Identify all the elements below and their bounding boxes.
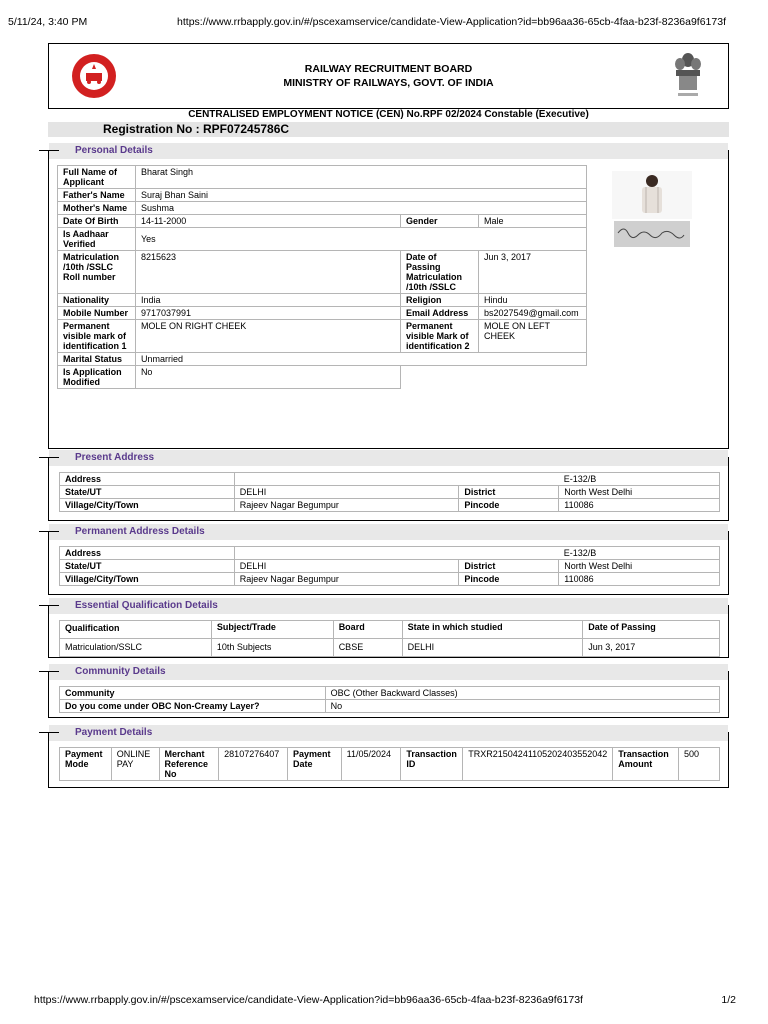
field-value: 9717037991 (135, 307, 400, 320)
page-number: 1/2 (721, 994, 736, 1006)
table-row (58, 189, 587, 202)
section-header (49, 524, 728, 540)
qualification-section (48, 600, 729, 658)
section-header (49, 143, 728, 159)
field-label: Address (60, 473, 235, 486)
print-url-footer: https://www.rrbapply.gov.in/#/pscexamservice/candidate-View-Application?id=bb96aa36-65cb-4faa-b23f-8236a9f6173f (34, 994, 583, 1006)
field-label: Village/City/Town (60, 499, 235, 512)
field-label: Full Name of Applicant (58, 166, 136, 189)
table-row (58, 166, 587, 189)
community-section (48, 666, 729, 718)
payment-table (59, 747, 720, 781)
table-row (58, 294, 587, 307)
field-label: Do you come under OBC Non-Creamy Layer? (60, 700, 326, 713)
table-row (60, 687, 720, 700)
field-label: Transaction Amount (613, 748, 679, 781)
personal-details-section (48, 145, 729, 449)
field-value: Male (478, 215, 586, 228)
field-value: TRXR21504241105202403552042 (463, 748, 613, 781)
board-header (48, 43, 729, 109)
table-row (58, 307, 587, 320)
print-header (8, 16, 726, 28)
field-label: Date Of Birth (58, 215, 136, 228)
field-label: Community (60, 687, 326, 700)
field-value: DELHI (234, 486, 459, 499)
table-row (60, 560, 720, 573)
field-label: Pincode (459, 499, 559, 512)
field-label: Pincode (459, 573, 559, 586)
field-label: Is Aadhaar Verified (58, 228, 136, 251)
column-header: State in which studied (402, 621, 583, 639)
present-address-section (48, 452, 729, 521)
column-header: Qualification (60, 621, 212, 639)
print-url: https://www.rrbapply.gov.in/#/pscexamservice/candidate-View-Application?id=bb96aa36-65cb-4faa-b23f-8236a9f6173f (177, 16, 726, 28)
table-row (58, 320, 587, 353)
field-label: Permanent visible mark of identification 1 (58, 320, 136, 353)
section-header (49, 598, 728, 614)
table-row (60, 748, 720, 781)
field-label: Merchant Reference No (159, 748, 219, 781)
board-title-line1: RAILWAY RECRUITMENT BOARD (304, 63, 473, 75)
field-label: Payment Mode (60, 748, 112, 781)
employment-notice: CENTRALISED EMPLOYMENT NOTICE (CEN) No.RPF 02/2024 Constable (Executive) (188, 109, 589, 120)
present-address-table (59, 472, 720, 512)
table-row (58, 353, 587, 366)
field-value: 28107276407 (219, 748, 288, 781)
table-row (60, 499, 720, 512)
field-value: Rajeev Nagar Begumpur (234, 573, 459, 586)
print-datetime: 5/11/24, 3:40 PM (8, 16, 88, 28)
field-value: Suraj Bhan Saini (135, 189, 586, 202)
field-value: Hindu (478, 294, 586, 307)
registration-number: Registration No : RPF07245786C (103, 122, 290, 136)
field-label: State/UT (60, 560, 235, 573)
permanent-address-table (59, 546, 720, 586)
field-value: Jun 3, 2017 (478, 251, 586, 294)
field-value: Yes (135, 228, 586, 251)
field-value: Sushma (135, 202, 586, 215)
field-label: Payment Date (287, 748, 341, 781)
community-table (59, 686, 720, 713)
table-cell: Matriculation/SSLC (60, 639, 212, 657)
field-value: 11/05/2024 (341, 748, 401, 781)
personal-details-table (57, 165, 587, 389)
field-value: MOLE ON RIGHT CHEEK (135, 320, 400, 353)
field-label: Gender (401, 215, 479, 228)
field-value: Bharat Singh (135, 166, 586, 189)
table-cell: CBSE (333, 639, 402, 657)
section-header (49, 664, 728, 680)
field-label: Address (60, 547, 235, 560)
field-value: North West Delhi (559, 560, 720, 573)
table-row (60, 486, 720, 499)
field-value: 8215623 (135, 251, 400, 294)
field-value: bs2027549@gmail.com (478, 307, 586, 320)
field-label: State/UT (60, 486, 235, 499)
field-label: Matriculation /10th /SSLC Roll number (58, 251, 136, 294)
field-value: DELHI (234, 560, 459, 573)
board-title-line2: MINISTRY OF RAILWAYS, GOVT. OF INDIA (283, 77, 494, 89)
board-title (49, 62, 728, 90)
field-value: E-132/B (559, 473, 720, 486)
field-value: 500 (678, 748, 719, 781)
registration-bar (48, 122, 729, 137)
field-value: No (325, 700, 719, 713)
field-value: E-132/B (559, 547, 720, 560)
permanent-address-section (48, 526, 729, 595)
field-value: No (135, 366, 400, 389)
column-header: Subject/Trade (211, 621, 333, 639)
field-label: District (459, 486, 559, 499)
table-row (58, 366, 587, 389)
field-label: Transaction ID (401, 748, 463, 781)
field-value: North West Delhi (559, 486, 720, 499)
table-row (58, 228, 587, 251)
field-value: OBC (Other Backward Classes) (325, 687, 719, 700)
field-label: Village/City/Town (60, 573, 235, 586)
column-header: Board (333, 621, 402, 639)
field-label: Mobile Number (58, 307, 136, 320)
table-header-row (60, 621, 720, 639)
applicant-photo-and-signature (612, 171, 692, 249)
field-label: Religion (401, 294, 479, 307)
section-header (49, 450, 728, 466)
field-label: Permanent visible Mark of identification 2 (401, 320, 479, 353)
field-label: Father's Name (58, 189, 136, 202)
table-row (58, 251, 587, 294)
section-title: Essential Qualification Details (75, 600, 218, 611)
field-value: Rajeev Nagar Begumpur (234, 499, 459, 512)
section-title: Present Address (75, 452, 155, 463)
field-value: Unmarried (135, 353, 586, 366)
table-cell: Jun 3, 2017 (583, 639, 720, 657)
field-label: Is Application Modified (58, 366, 136, 389)
field-value: 110086 (559, 573, 720, 586)
field-label: Nationality (58, 294, 136, 307)
table-cell: 10th Subjects (211, 639, 333, 657)
section-header (49, 725, 728, 741)
table-cell: DELHI (402, 639, 583, 657)
field-value: 110086 (559, 499, 720, 512)
table-row (60, 473, 720, 486)
payment-section (48, 727, 729, 788)
section-title: Personal Details (75, 145, 153, 156)
field-value: India (135, 294, 400, 307)
field-value: MOLE ON LEFT CHEEK (478, 320, 586, 353)
qualification-table (59, 620, 720, 657)
table-row (60, 547, 720, 560)
field-label: District (459, 560, 559, 573)
section-title: Permanent Address Details (75, 526, 205, 537)
table-row (60, 639, 720, 657)
table-row (58, 202, 587, 215)
section-title: Payment Details (75, 727, 153, 738)
field-label: Mother's Name (58, 202, 136, 215)
field-label: Marital Status (58, 353, 136, 366)
field-value: 14-11-2000 (135, 215, 400, 228)
table-row (60, 700, 720, 713)
table-row (60, 573, 720, 586)
field-value: ONLINE PAY (111, 748, 159, 781)
print-footer (34, 994, 736, 1006)
table-row (58, 215, 587, 228)
section-title: Community Details (75, 666, 166, 677)
column-header: Date of Passing (583, 621, 720, 639)
field-label: Date of Passing Matriculation /10th /SSLC (401, 251, 479, 294)
national-emblem-icon (670, 50, 706, 102)
field-label: Email Address (401, 307, 479, 320)
